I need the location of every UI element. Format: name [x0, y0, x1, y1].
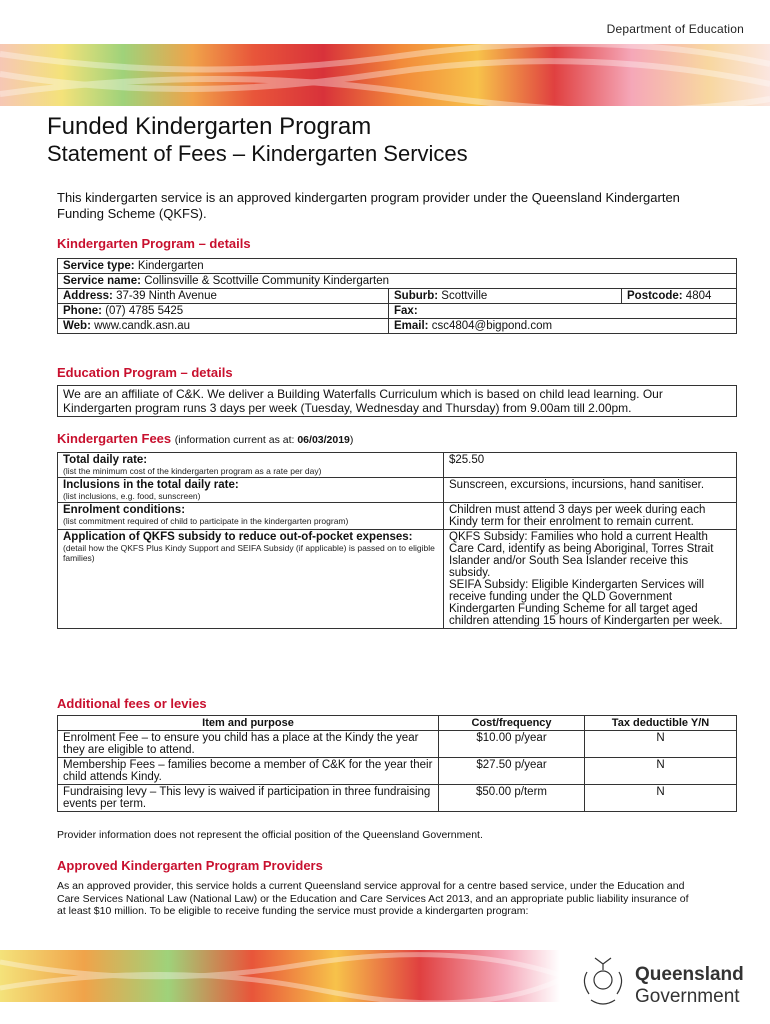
suburb-cell: Suburb: Scottville — [389, 289, 622, 304]
page-subtitle: Statement of Fees – Kindergarten Services — [47, 141, 468, 166]
daily-rate-label-cell: Total daily rate: (list the minimum cost of the kindergarten program as a rate per day) — [58, 453, 444, 478]
table-row: Membership Fees – families become a member of C&K for the year their child attends Kindy. $27.50 p/year N — [58, 758, 737, 785]
subsidy-label-cell: Application of QKFS subsidy to reduce out-of-pocket expenses: (detail how the QKFS Plus Kindy Support and SEIFA Subsidy (if applicable) is passed on to eligible families) — [58, 530, 444, 629]
fax-cell: Fax: — [389, 304, 737, 319]
fees-info: (information current as at: 06/03/2019) — [174, 434, 354, 446]
col-tax: Tax deductible Y/N — [585, 716, 737, 731]
disclaimer-note: Provider information does not represent the official position of the Queensland Government. — [57, 829, 483, 841]
program-details-heading: Kindergarten Program – details — [57, 236, 251, 251]
postcode-cell: Postcode: 4804 — [622, 289, 737, 304]
web-cell: Web: www.candk.asn.au — [58, 319, 389, 334]
approved-providers-heading: Approved Kindergarten Program Providers — [57, 858, 323, 873]
email-cell: Email: csc4804@bigpond.com — [389, 319, 737, 334]
phone-cell: Phone: (07) 4785 5425 — [58, 304, 389, 319]
table-row: Fundraising levy – This levy is waived if participation in three fundraising events per term. $50.00 p/term N — [58, 785, 737, 812]
rainbow-banner — [0, 44, 770, 106]
enrolment-cell: Children must attend 3 days per week during each Kindy term for their enrolment to remain current. — [444, 503, 737, 530]
intro-text: This kindergarten service is an approved kindergarten program provider under the Queensland Kindergarten Funding Scheme (QKFS). — [57, 190, 680, 221]
logo-line2: Government — [635, 986, 740, 1007]
queensland-government-logo — [575, 950, 755, 1010]
address-cell: Address: 37-39 Ninth Avenue — [58, 289, 389, 304]
page-title: Funded Kindergarten Program — [47, 113, 372, 140]
inclusions-cell: Sunscreen, excursions, incursions, hand sanitiser. — [444, 478, 737, 503]
additional-fees-heading: Additional fees or levies — [57, 696, 207, 711]
fees-heading-row — [57, 431, 353, 446]
enrolment-label-cell: Enrolment conditions: (list commitment required of child to participate in the kindergarten program) — [58, 503, 444, 530]
education-heading: Education Program – details — [57, 365, 233, 380]
department-name: Department of Education — [606, 22, 744, 36]
col-cost: Cost/frequency — [439, 716, 585, 731]
inclusions-label-cell: Inclusions in the total daily rate: (list inclusions, e.g. food, sunscreen) — [58, 478, 444, 503]
approved-providers-text: As an approved provider, this service holds a current Queensland service approval for a centre based service, under the Education and Care Services National Law (National Law) or the Education and Care Services Act 2013, and an appropriate public liability insurance of at least $10 million. To be eligible to receive funding the service must provide a kindergarten program: — [57, 880, 689, 917]
additional-fees-table — [57, 715, 737, 812]
subsidy-cell: QKFS Subsidy: Families who hold a current Health Care Card, identify as being Aboriginal, Torres Strait Islander and/or South Sea Islander receive this subsidy. SEIFA Subsidy: Eligible Kindergarten Services will receive funding under the QLD Government Kindergarten Funding Scheme for all target aged children attending 15 hours of Kindergarten per week. — [444, 530, 737, 629]
program-details-table — [57, 258, 737, 334]
service-type-cell: Service type: Kindergarten — [58, 259, 737, 274]
footer-rainbow-banner — [0, 950, 560, 1002]
service-name-cell: Service name: Collinsville & Scottville Community Kindergarten — [58, 274, 737, 289]
education-text: We are an affiliate of C&K. We deliver a Building Waterfalls Curriculum which is based on child lead learning. Our Kindergarten program runs 3 days per week (Tuesday, Wednesday and Thursday) from 9.00am till 2.00pm. — [57, 385, 737, 417]
table-row: Enrolment Fee – to ensure you child has a place at the Kindy the year they are eligible to attend. $10.00 p/year N — [58, 731, 737, 758]
logo-line1: Queensland — [635, 964, 744, 985]
col-item: Item and purpose — [58, 716, 439, 731]
daily-rate-cell: $25.50 — [444, 453, 737, 478]
fees-table — [57, 452, 737, 629]
fees-heading: Kindergarten Fees — [57, 431, 172, 446]
